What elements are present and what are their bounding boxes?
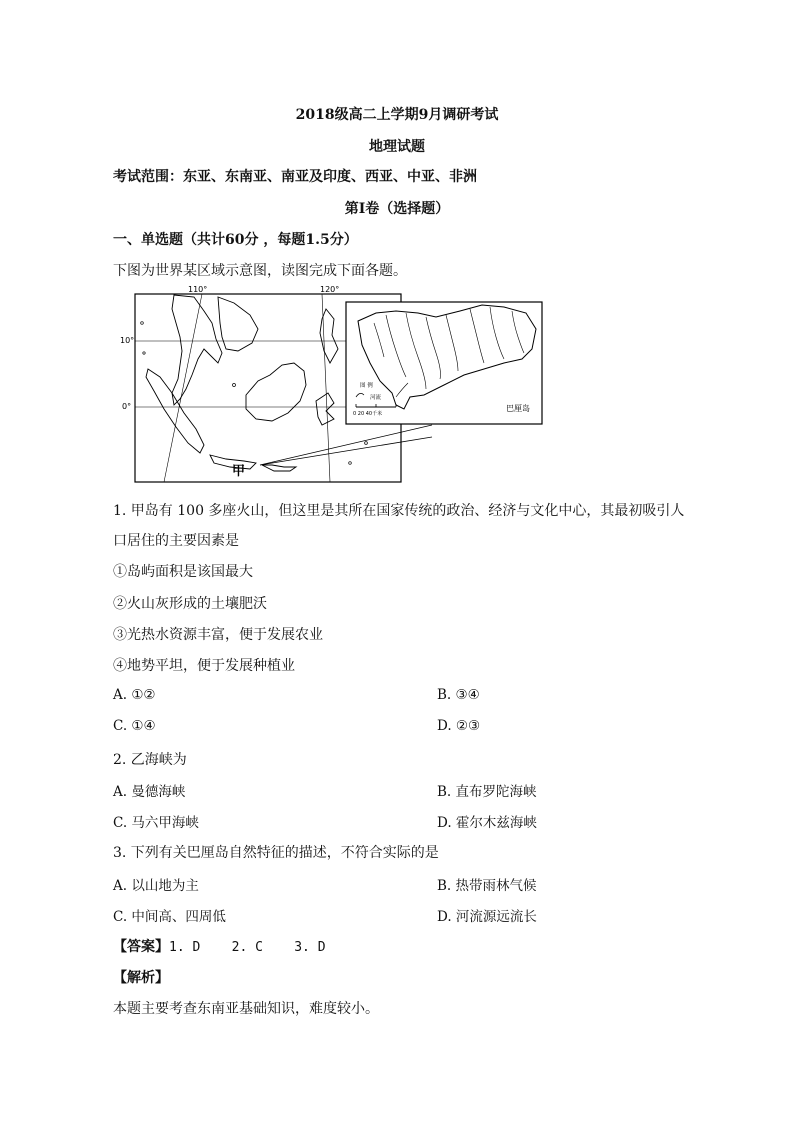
q2-option-c: C. 马六甲海峡 <box>113 815 199 831</box>
answer-label: 【答案】 <box>113 939 169 955</box>
q3-option-b: B. 热带雨林气候 <box>437 878 537 894</box>
volume-title: 第Ⅰ卷（选择题） <box>344 201 450 217</box>
legend-river-label: 河流 <box>370 395 382 401</box>
q1-option-b: B. ③④ <box>437 687 480 703</box>
exam-scope: 考试范围：东亚、东南亚、南亚及印度、西亚、中亚、非洲 <box>113 169 477 185</box>
q2-stem: 2. 乙海峡为 <box>113 752 187 768</box>
q3-stem: 3. 下列有关巴厘岛自然特征的描述，不符合实际的是 <box>113 845 439 861</box>
island-jia-label: 甲 <box>232 464 246 479</box>
q1-stem-line2: 口居住的主要因素是 <box>113 533 239 549</box>
q1-statement-2: ②火山灰形成的土壤肥沃 <box>113 596 267 612</box>
q1-statement-1: ①岛屿面积是该国最大 <box>113 564 253 580</box>
lon-120-label: 120° <box>320 285 340 294</box>
inset-island-label: 巴厘岛 <box>506 404 530 413</box>
q2-option-d: D. 霍尔木兹海峡 <box>437 815 537 831</box>
q2-option-a: A. 曼德海峡 <box>113 784 186 800</box>
analysis-label: 【解析】 <box>113 970 169 986</box>
lat-10-label: 10° <box>120 336 135 345</box>
q1-statement-4: ④地势平坦，便于发展种植业 <box>113 658 295 674</box>
exam-title: 2018级高二上学期9月调研考试 <box>295 107 499 123</box>
section-heading: 一、单选题（共计60分 ，每题1.5分） <box>113 232 358 248</box>
lat-0-label: 0° <box>122 402 132 411</box>
answer-line <box>113 936 326 956</box>
subject-title: 地理试题 <box>369 139 425 155</box>
lon-110-label: 110° <box>188 285 208 294</box>
analysis-text: 本题主要考查东南亚基础知识，难度较小。 <box>113 1001 379 1017</box>
q3-option-a: A. 以山地为主 <box>113 878 199 894</box>
region-map-figure <box>120 285 544 485</box>
q1-stem-line1: 1. 甲岛有 100 多座火山，但这里是其所在国家传统的政治、经济与文化中心，其最初吸引人 <box>113 503 685 519</box>
q3-option-d: D. 河流源远流长 <box>437 909 537 925</box>
q1-statement-3: ③光热水资源丰富，便于发展农业 <box>113 627 323 643</box>
q1-option-c: C. ①④ <box>113 718 156 734</box>
q1-option-a: A. ①② <box>113 687 156 703</box>
answer-text: 1. D 2. C 3. D <box>169 940 326 955</box>
q3-option-c: C. 中间高、四周低 <box>113 909 226 925</box>
q2-option-b: B. 直布罗陀海峡 <box>437 784 537 800</box>
scale-label: 0 20 40千米 <box>353 411 383 417</box>
q1-option-d: D. ②③ <box>437 718 481 734</box>
intro-text: 下图为世界某区域示意图，读图完成下面各题。 <box>113 263 407 279</box>
legend-title: 图 例 <box>360 383 373 389</box>
